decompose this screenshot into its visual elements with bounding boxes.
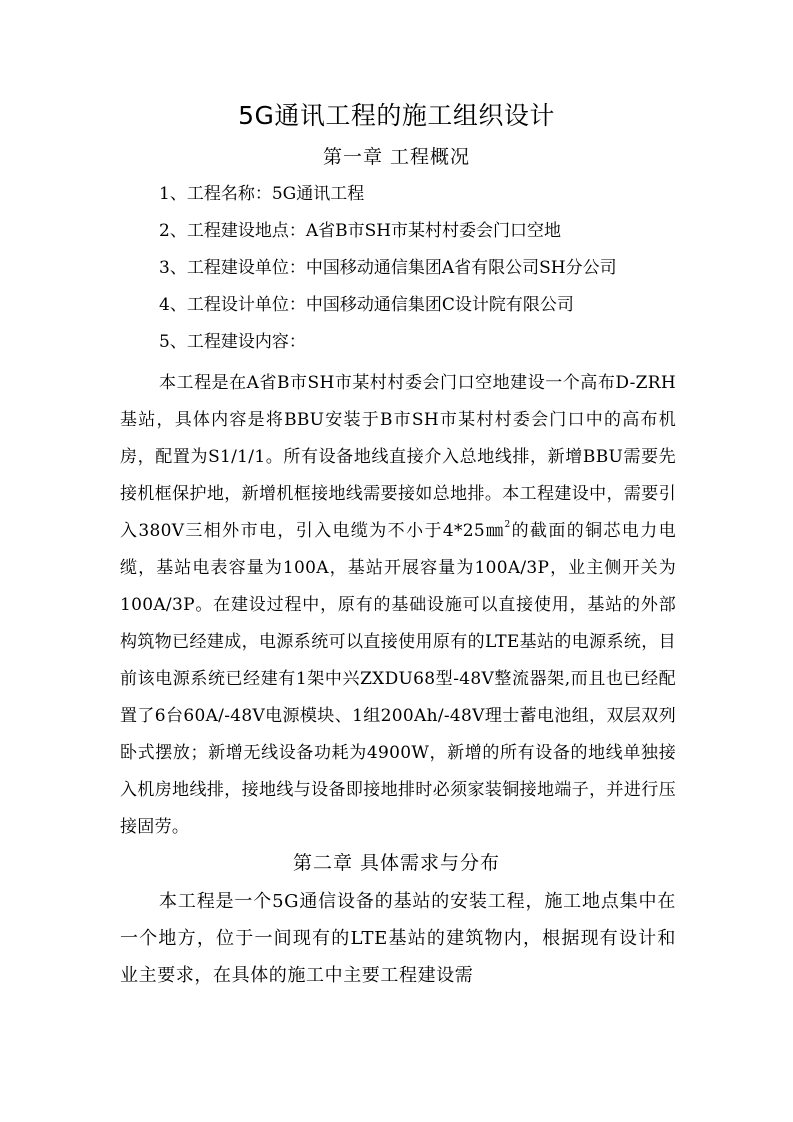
- chapter-1-text-part1: 本工程是在A省B市SH市某村村委会门口空地建设一个高布D-ZRH基站，具体内容是将BBU安装于B市SH市某村村委会门口中的高布机房，配置为S1/1/1。所有设备地线直接介入总地线排，新增BBU需要先接机框保护地，新增机框接地线需要接如总地排。本工程建设中，需要引入380V三相外市电，引入电缆为不小于4*25㎜: [120, 373, 676, 541]
- project-owner-item: 3、工程建设单位：中国移动通信集团A省有限公司SH分公司: [159, 258, 617, 278]
- superscript-two: 2: [504, 520, 511, 530]
- chapter-1-paragraph: [120, 365, 676, 846]
- chapter-2-body: [120, 883, 676, 994]
- project-content-item: 5、工程建设内容：: [159, 332, 306, 352]
- document-title: 5G通讯工程的施工组织设计: [238, 101, 555, 130]
- chapter-1-text-part2: 的截面的铜芯电力电缆，基站电表容量为100A，基站开展容量为100A/3P，业主侧开关为100A/3P。在建设过程中，原有的基础设施可以直接使用，基站的外部构筑物已经建成，电源系统可以直接使用原有的LTE基站的电源系统，目前该电源系统已经建有1架中兴ZXDU68型-48V整流器架,而且也已经配置了6台60A/-48V电源模块、1组200Ah/-48V理士蓄电池组，双层双列卧式摆放；新增无线设备功耗为4900W，新增的所有设备的地线单独接入机房地线排，接地线与设备即接地排时必须家装铜接地端子，并进行压接固劳。: [120, 521, 676, 837]
- chapter-2-paragraph: 本工程是一个5G通信设备的基站的安装工程，施工地点集中在一个地方，位于一间现有的LTE基站的建筑物内，根据现有设计和业主要求，在具体的施工中主要工程建设需: [120, 891, 676, 986]
- chapter-1-body: [120, 365, 676, 846]
- project-name-item: 1、工程名称：5G通讯工程: [159, 184, 365, 204]
- project-location-item: 2、工程建设地点：A省B市SH市某村村委会门口空地: [159, 221, 562, 241]
- chapter-1-heading: 第一章 工程概况: [322, 146, 471, 168]
- project-designer-item: 4、工程设计单位：中国移动通信集团C设计院有限公司: [159, 295, 574, 315]
- chapter-2-heading: 第二章 具体需求与分布: [292, 852, 501, 874]
